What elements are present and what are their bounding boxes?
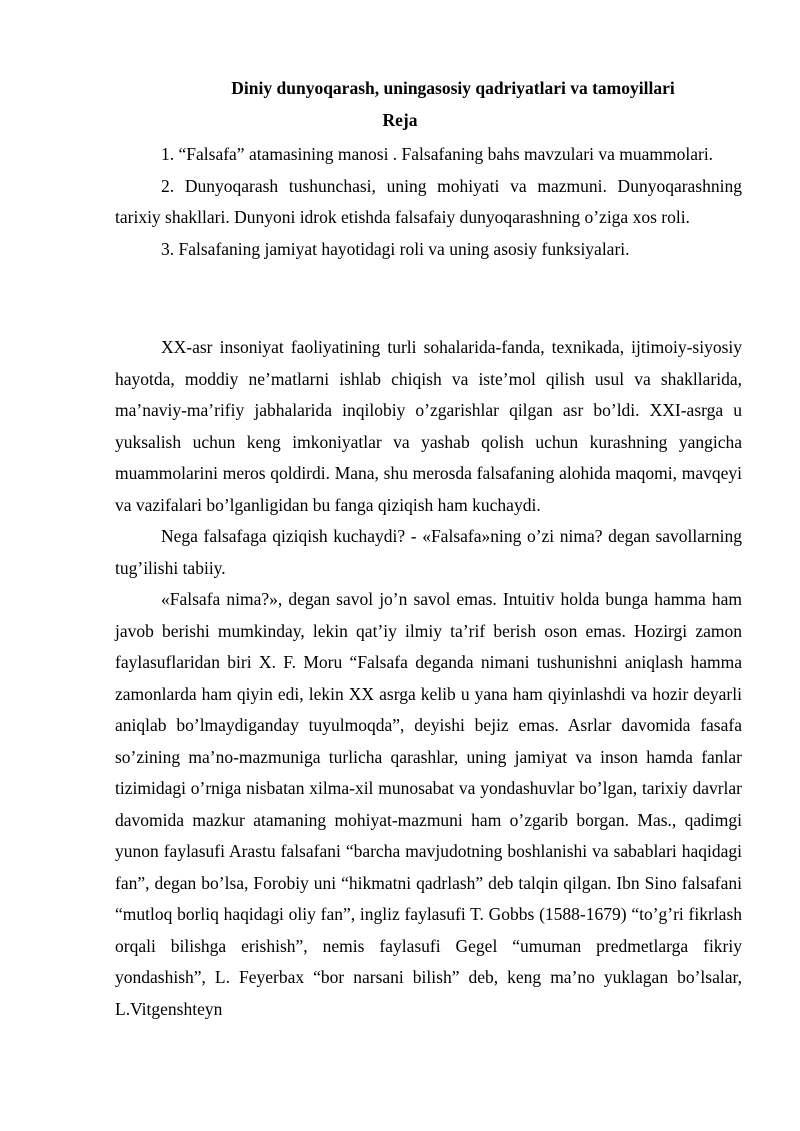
plan-item-2: 2. Dunyoqarash tushunchasi, uning mohiyati va mazmuni. Dunyoqarashning tarixiy shakllari. Dunyoni idrok etishda falsafaiy dunyoqarashning o’ziga xos roli. xyxy=(115,175,742,227)
paragraph-3: «Falsafa nima?», degan savol jo’n savol emas. Intuitiv holda bunga hamma ham javob berishi mumkinday, lekin qat’iy ilmiy ta’rif berish oson emas. Hozirgi zamon faylasuflaridan biri X. F. Moru “Falsafa deganda nimani tushunishni aniqlash hamma zamonlarda ham qiyin edi, lekin XX asrga kelib u yana ham qiyinlashdi va hozir deyarli aniqlab bo’lmaydiganday tuyulmoqda”, deyishi bejiz emas. Asrlar davomida fasafa so’zining ma’no-mazmuniga turlicha qarashlar, uning jamiyat va inson hamda fanlar tizimidagi o’rniga nisbatan xilma-xil munosabat va yondashuvlar bo’lgan, tarixiy davrlar davomida mazkur atamaning mohiyat-mazmuni ham o’zgarib borgan. Mas., qadimgi yunon faylasufi Arastu falsafani “barcha mavjudotning boshlanishi va sabablari haqidagi fan”, degan bo’lsa, Forobiy uni “hikmatni qadrlash” deb talqin qilgan. Ibn Sino falsafani “mutloq borliq haqidagi oliy fan”, ingliz faylasufi T. Gobbs (1588-1679) “to’g’ri fikrlash orqali bilishga erishish”, nemis faylasufi Gegel “umuman predmetlarga fikriy yondashish”, L. Feyerbax “bor narsani bilish” deb, keng ma’no yuklagan bo’lsalar, L.Vitgenshteyn xyxy=(115,589,742,1019)
plan-item-3: 3. Falsafaning jamiyat hayotidagi roli va uning asosiy funksiyalari. xyxy=(161,238,630,259)
plan-heading: Reja xyxy=(382,110,418,130)
paragraph-2: Nega falsafaga qiziqish kuchaydi? - «Falsafa»ning o’zi nima? degan savollarning tug’ilishi tabiiy. xyxy=(115,526,742,578)
body-text xyxy=(115,332,742,1025)
plan-item-1: 1. “Falsafa” atamasining manosi . Falsafaning bahs mavzulari va muammolari. xyxy=(161,144,714,164)
paragraph-1: XX-asr insoniyat faoliyatining turli sohalarida-fanda, texnikada, ijtimoiy-siyosiy hayotda, moddiy ne’matlarni ishlab chiqish va iste’mol qilish usul va shakllarida, ma’naviy-ma’rifiy jabhalarida inqilobiy o’zgarishlar qilgan asr bo’ldi. XXI-asrga u yuksalish uchun keng imkoniyatlar va yashab qolish uchun kurashning yangicha muammolarini meros qoldirdi. Mana, shu merosda falsafaning alohida maqomi, mavqeyi va vazifalari bo’lganligidan bu fanga qiziqish ham kuchaydi. xyxy=(115,337,742,515)
plan-list xyxy=(115,139,742,265)
document-title: Diniy dunyoqarash, uningasosiy qadriyatlari va tamoyillari xyxy=(231,78,675,98)
